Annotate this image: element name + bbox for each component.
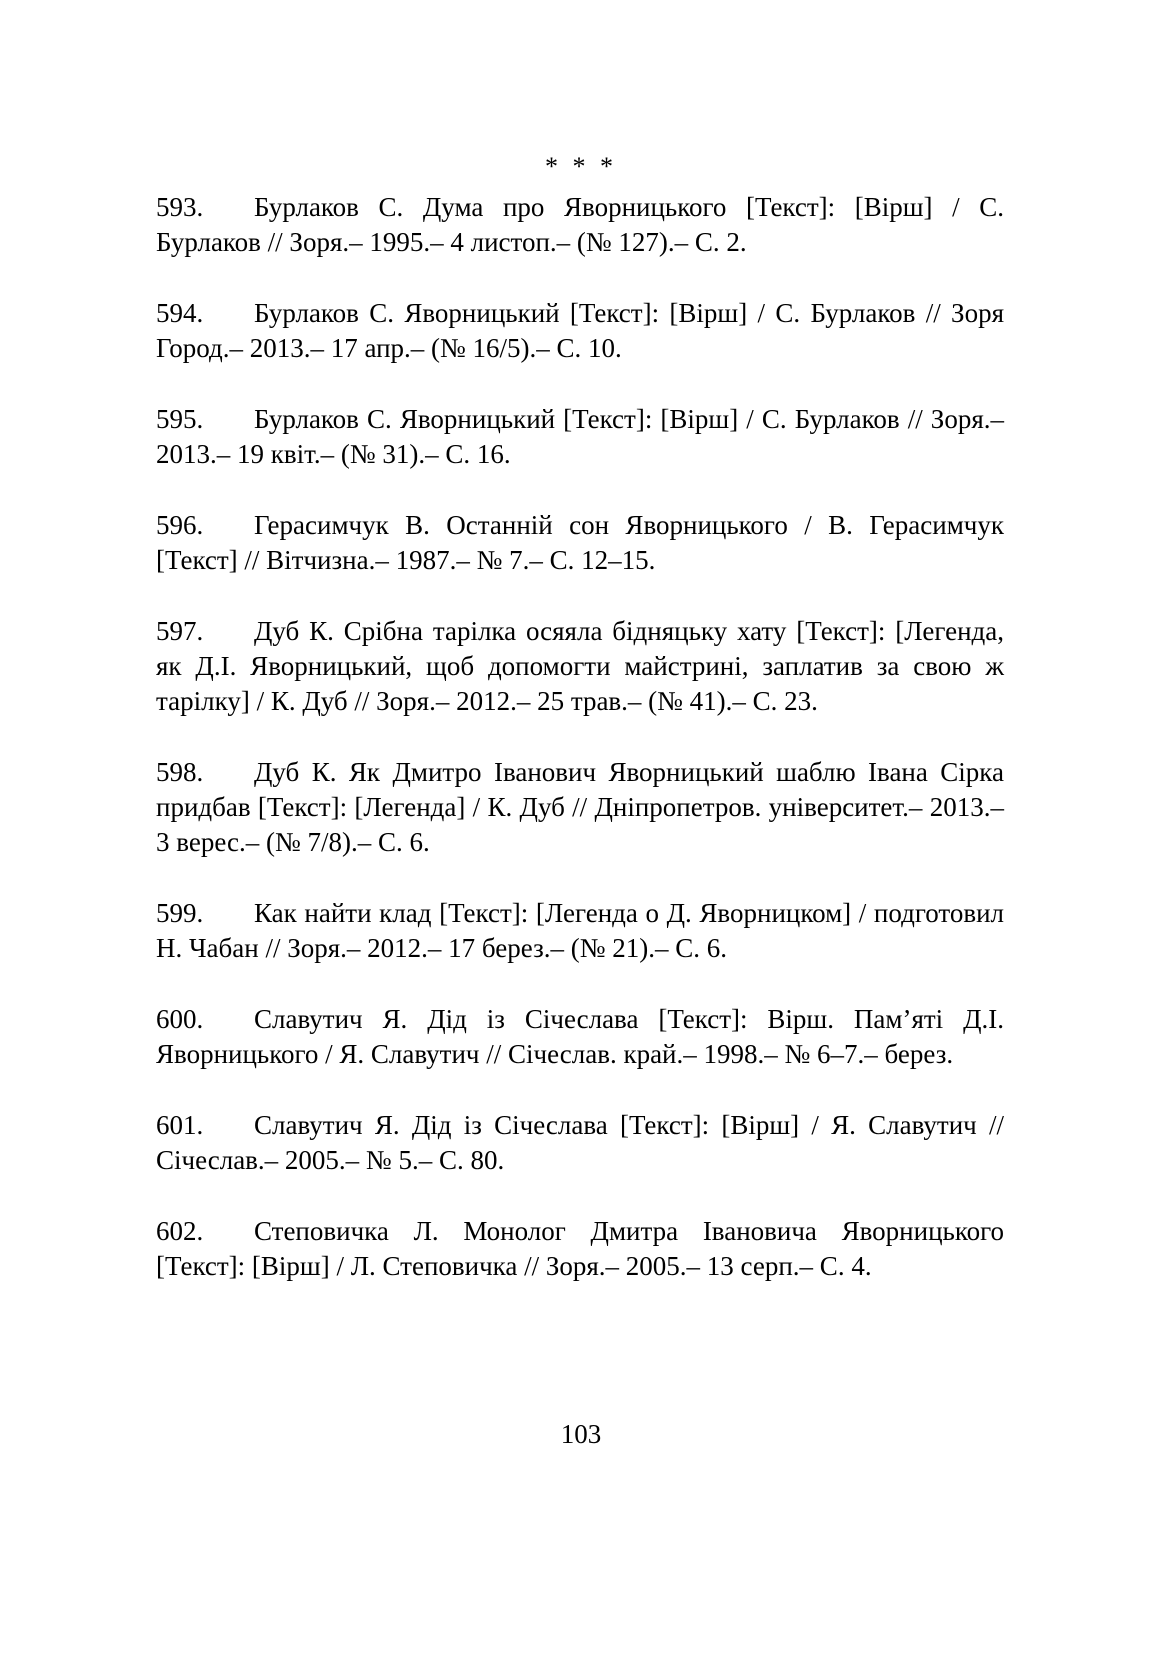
bibliography-entry <box>156 896 1004 966</box>
entry-number: 593. <box>156 192 204 222</box>
entry-text: Герасимчук В. Останній сон Яворницького / В. Герасимчук [Текст] // Вітчизна.– 1987.– № 7.– С. 12–15. <box>156 510 1004 575</box>
bibliography-entry <box>156 190 1004 260</box>
entry-number: 598. <box>156 757 204 787</box>
bibliography-entry <box>156 296 1004 366</box>
entry-number: 594. <box>156 298 204 328</box>
bibliography-list <box>156 190 1004 1320</box>
entry-text: Дуб К. Як Дмитро Іванович Яворницький шаблю Івана Сірка придбав [Текст]: [Легенда] / К. Дуб // Дніпропетров. університет.– 2013.– 3 верес.– (№ 7/8).– С. 6. <box>156 757 1004 857</box>
entry-number: 595. <box>156 404 204 434</box>
page-number: 103 <box>560 1419 602 1449</box>
entry-text: Славутич Я. Дід із Січеслава [Текст]: [Вірш] / Я. Славутич // Січеслав.– 2005.– № 5.– С. 80. <box>156 1110 1004 1175</box>
entry-number: 597. <box>156 616 204 646</box>
bibliography-entry <box>156 402 1004 472</box>
entry-text: Славутич Я. Дід із Січеслава [Текст]: Вірш. Пам’яті Д.І. Яворницького / Я. Славутич // Січеслав. край.– 1998.– № 6–7.– берез. <box>156 1004 1004 1069</box>
entry-text: Бурлаков С. Яворницький [Текст]: [Вірш] / С. Бурлаков // Зоря Город.– 2013.– 17 апр.– (№ 16/5).– С. 10. <box>156 298 1004 363</box>
entry-text: Бурлаков С. Яворницький [Текст]: [Вірш] / С. Бурлаков // Зоря.– 2013.– 19 квіт.– (№ 31).– С. 16. <box>156 404 1004 469</box>
entry-number: 599. <box>156 898 204 928</box>
bibliography-entry <box>156 1108 1004 1178</box>
bibliography-entry <box>156 1002 1004 1072</box>
entry-text: Степовичка Л. Монолог Дмитра Івановича Яворницького [Текст]: [Вірш] / Л. Степовичка // Зоря.– 2005.– 13 серп.– С. 4. <box>156 1216 1004 1281</box>
bibliography-entry <box>156 1214 1004 1284</box>
bibliography-entry <box>156 614 1004 719</box>
section-separator: * * * <box>545 152 617 181</box>
bibliography-entry <box>156 508 1004 578</box>
entry-text: Как найти клад [Текст]: [Легенда о Д. Яворницком] / подготовил Н. Чабан // Зоря.– 2012.– 17 берез.– (№ 21).– С. 6. <box>156 898 1004 963</box>
bibliography-entry <box>156 755 1004 860</box>
entry-number: 600. <box>156 1004 204 1034</box>
entry-number: 596. <box>156 510 204 540</box>
entry-number: 602. <box>156 1216 204 1246</box>
entry-number: 601. <box>156 1110 204 1140</box>
entry-text: Дуб К. Срібна тарілка осяяла бідняцьку хату [Текст]: [Легенда, як Д.І. Яворницький, щоб допомогти майстрині, заплатив за свою ж тарілку] / К. Дуб // Зоря.– 2012.– 25 трав.– (№ 41).– С. 23. <box>156 616 1004 716</box>
entry-text: Бурлаков С. Дума про Яворницького [Текст]: [Вірш] / С. Бурлаков // Зоря.– 1995.– 4 листоп.– (№ 127).– С. 2. <box>156 192 1004 257</box>
